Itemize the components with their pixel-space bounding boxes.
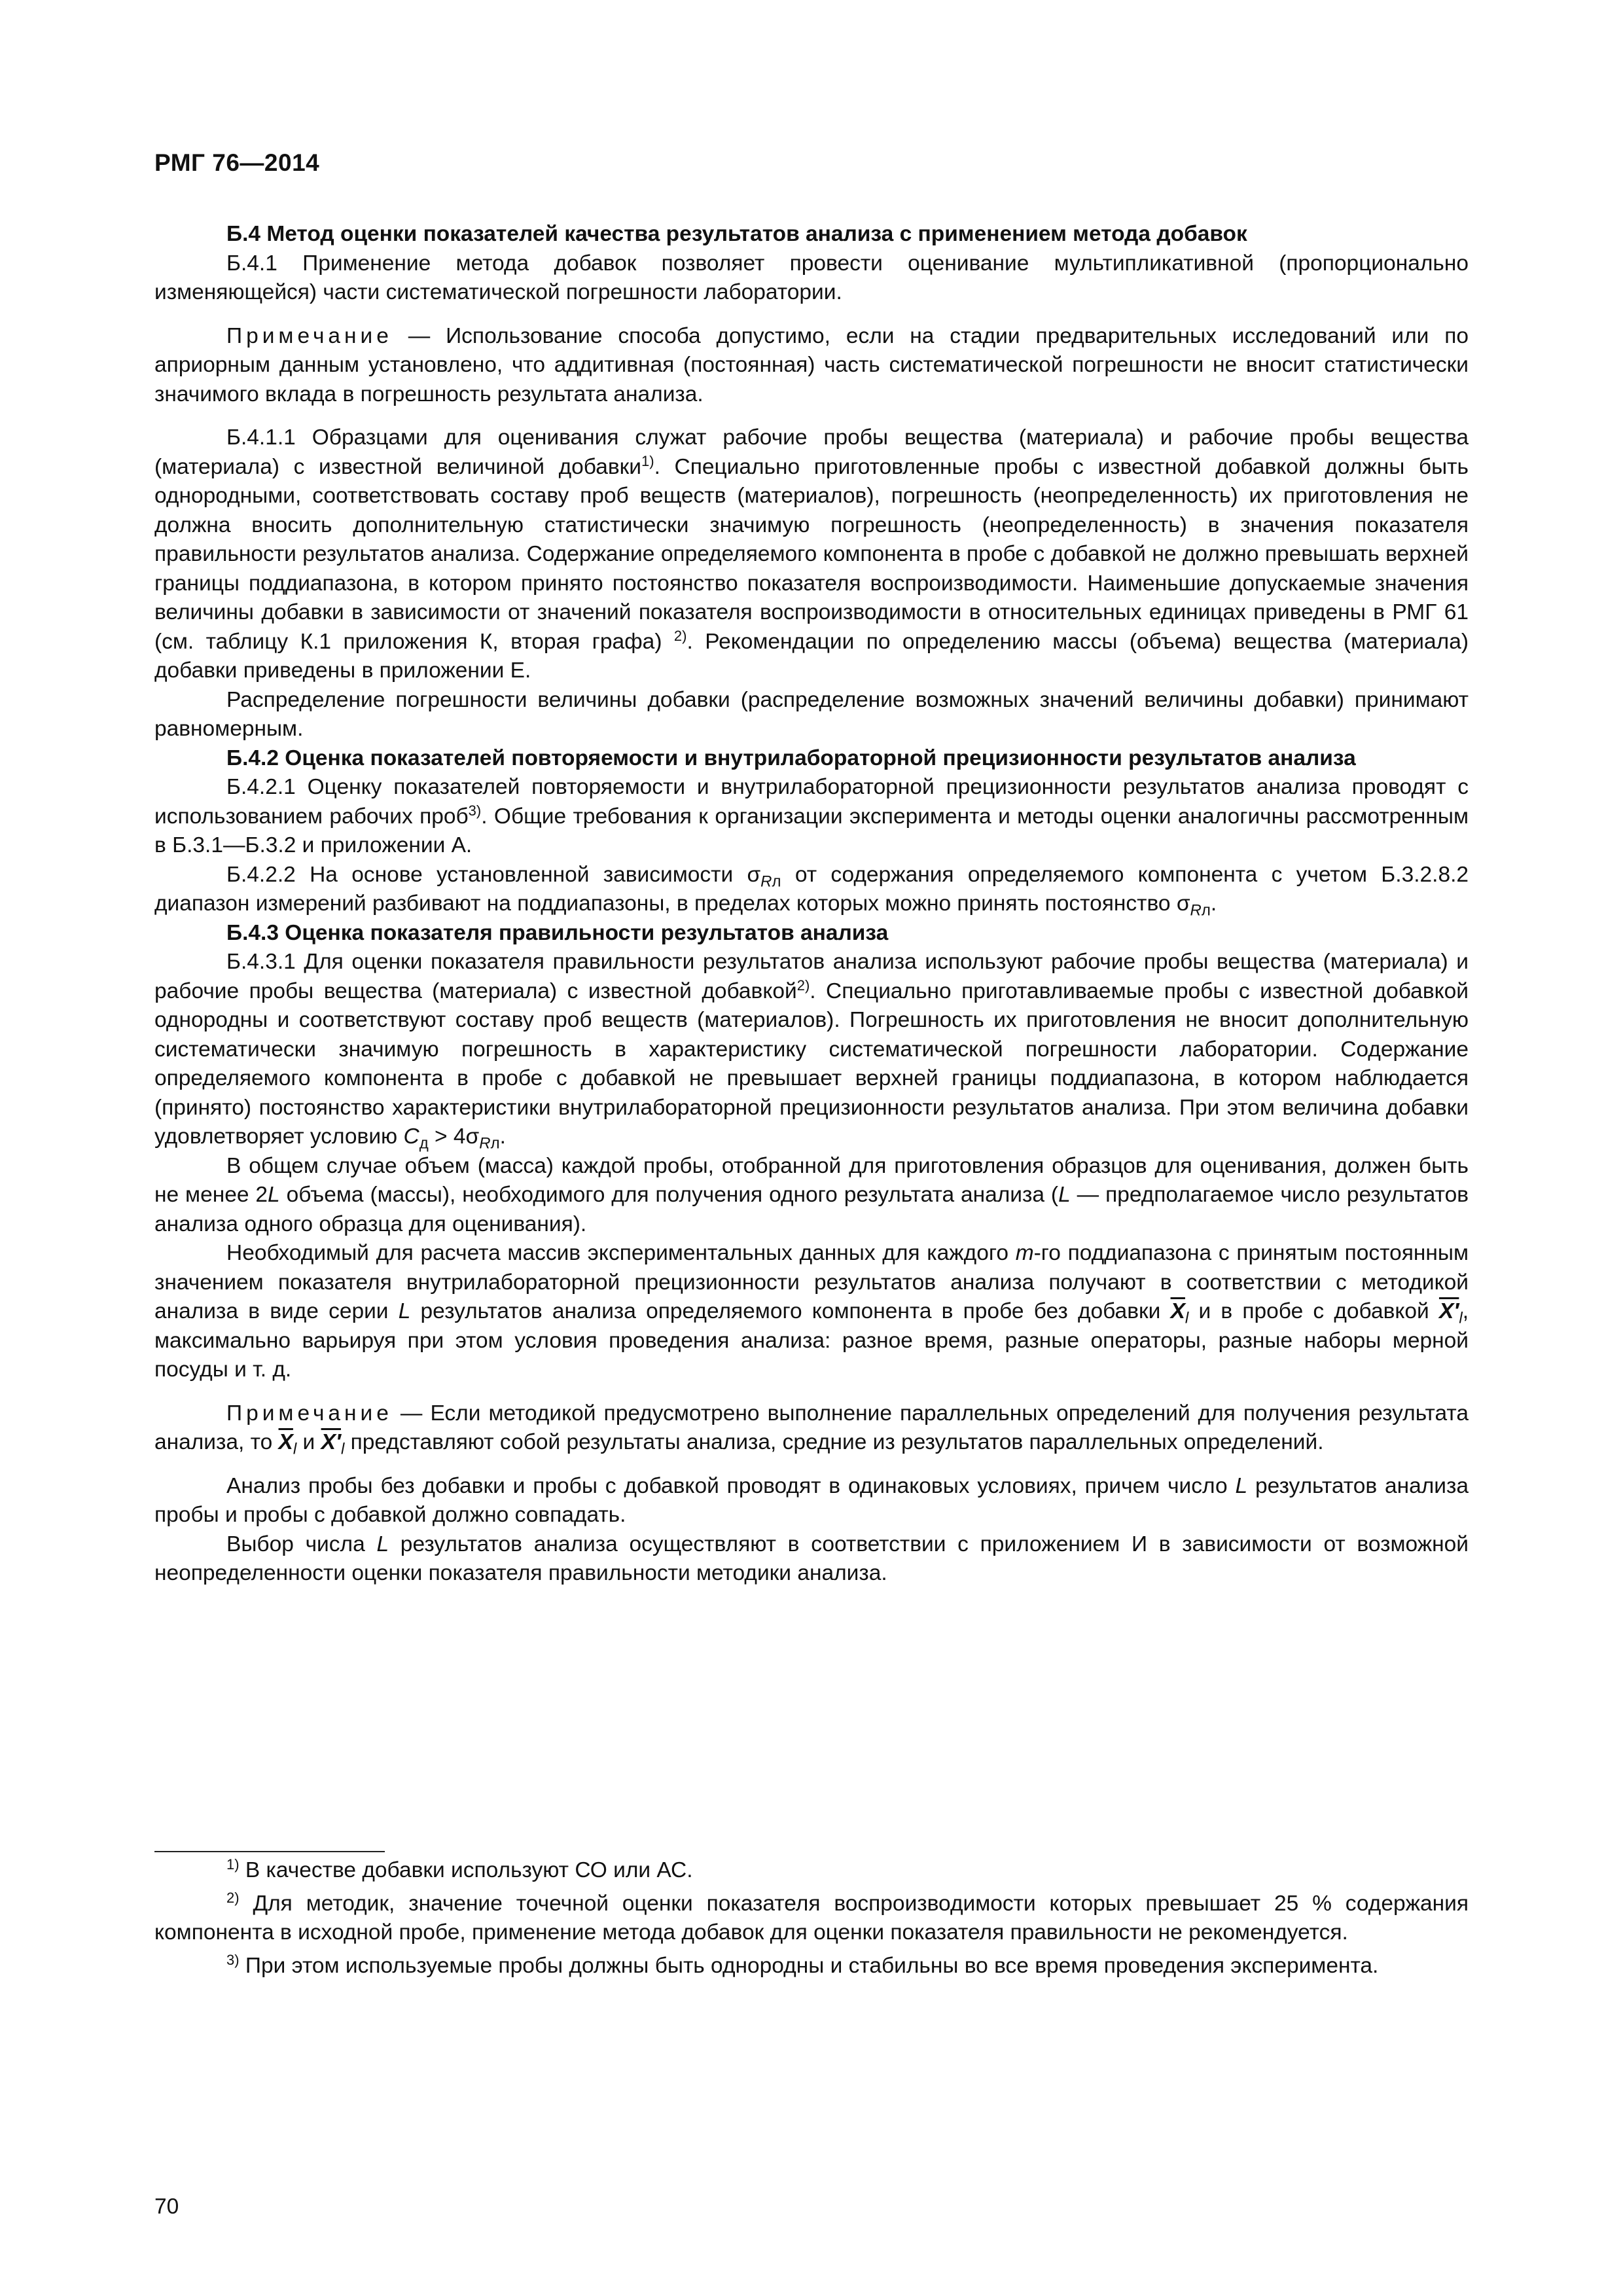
sigma-symbol: σ <box>465 1124 480 1149</box>
l-symbol: L <box>376 1532 389 1556</box>
text-run: результатов анализа пробы и пробы с добавкой должно совпадать. <box>154 1473 1469 1527</box>
footnote-ref-3: 3) <box>468 802 482 819</box>
note-label: Примечание <box>226 323 393 348</box>
m-symbol: m <box>1015 1241 1034 1265</box>
l-index-subscript: l <box>293 1440 297 1458</box>
l-index-subscript: l <box>1459 1309 1463 1327</box>
text-run: В общем случае объем (масса) каждой пробы, отобранной для приготовления образцов для оценивания, должен быть не менее 2 <box>154 1153 1469 1207</box>
section-b43-title: Б.4.3 Оценка показателя правильности результатов анализа <box>226 920 889 945</box>
paragraph-general-case <box>154 1152 1469 1240</box>
l-subscript: л <box>1201 901 1211 920</box>
x-bar-symbol: $\overline{X}$ <box>1170 1299 1185 1323</box>
section-b42-title: Б.4.2 Оценка показателей повторяемости и внутрилабораторной прецизионности результатов анализа <box>226 745 1356 770</box>
r-symbol: R <box>760 872 772 891</box>
text-run: . <box>499 1124 506 1149</box>
paragraph-required-data <box>154 1239 1469 1385</box>
text-run: Выбор числа <box>226 1532 377 1556</box>
text-run: представляют собой результаты анализа, средние из результатов параллельных определений. <box>344 1430 1324 1454</box>
note-2 <box>154 1399 1469 1458</box>
document-code-header: РМГ 76—2014 <box>154 149 320 176</box>
text-run: от содержания определяемого компонента с учетом Б.3.2.8.2 диапазон измерений разбивают на поддиапазоны, в пределах которых можно принять постоянство <box>154 862 1469 916</box>
footnote-mark: 3) <box>226 1951 240 1968</box>
footnote-text: В качестве добавки используют СО или АС. <box>239 1858 693 1882</box>
main-text <box>154 220 1469 1588</box>
footnote-ref-2: 2) <box>796 977 810 994</box>
text-run: . <box>1210 891 1217 916</box>
paragraph-b4-2-1 <box>154 773 1469 861</box>
text-run: Б.4.1.1 Образцами для оценивания служат рабочие пробы вещества (материала) и рабочие пробы вещества (материала) с известной величиной добавки <box>154 425 1469 479</box>
text-run: результатов анализа осуществляют в соответствии с приложением И в зависимости от возможной неопределенности оценки показателя правильности методики анализа. <box>154 1532 1469 1585</box>
text-run: Б.4.2.2 На основе установленной зависимости <box>226 862 747 887</box>
text-run: -го поддиапазона с принятым постоянным значением показателя внутрилабораторной прецизионности результатов анализа получают в соответствии с методикой анализа в виде серии <box>154 1241 1469 1323</box>
text-run: и в пробе с добавкой <box>1188 1299 1439 1323</box>
footnote-1 <box>154 1856 1469 1886</box>
x-prime-bar-symbol: X′ <box>1438 1299 1459 1323</box>
note-1 <box>154 322 1469 410</box>
l-subscript: л <box>772 872 781 891</box>
footnote-ref-1: 1) <box>641 452 654 469</box>
footnote-mark: 2) <box>226 1889 240 1906</box>
footnote-ref-2: 2) <box>673 627 687 644</box>
l-symbol: L <box>398 1299 411 1323</box>
l-symbol: L <box>1058 1183 1071 1207</box>
l-subscript: л <box>490 1134 500 1153</box>
paragraph-analysis-conditions <box>154 1472 1469 1530</box>
text-run: > 4 <box>428 1124 466 1149</box>
sigma-symbol: σ <box>1176 891 1190 916</box>
paragraph-choice-of-l <box>154 1530 1469 1588</box>
paragraph-b4-1-1 <box>154 423 1469 686</box>
text-run: , максимально варьируя при этом условия проведения анализа: разное время, разные операторы, разные наборы мерной посуды и т. д. <box>154 1299 1469 1382</box>
text-run: . Специально приготовленные пробы с известной добавкой должны быть однородными, соответствовать составу проб веществ (материалов), погрешность (неопределенность) их приготовления не должна вносить дополнительную статистически значимую погрешность (неопределенность) в значения показателя правильности результатов анализа. Содержание определяемого компонента в пробе с добавкой не должно превышать верхней границы поддиапазона, в котором принято постоянство показателя воспроизводимости. Наименьшие допускаемые значения величины добавки в зависимости от значений показателя воспроизводимости в относительных единицах приведены в РМГ 61 (см. таблицу К.1 приложения К, вторая графа) <box>154 454 1469 654</box>
text-run: — предполагаемое число результатов анализа одного образца для оценивания). <box>154 1183 1469 1236</box>
section-b4-title: Б.4 Метод оценки показателей качества результатов анализа с применением метода добавок <box>226 222 1247 246</box>
d-subscript: д <box>419 1134 429 1153</box>
l-index-subscript: l <box>1185 1309 1189 1327</box>
footnote-divider <box>154 1851 385 1852</box>
note-label: Примечание <box>226 1401 393 1426</box>
l-index-subscript: l <box>340 1440 345 1458</box>
paragraph-b4-3-1 <box>154 948 1469 1152</box>
footnote-2 <box>154 1890 1469 1948</box>
text-run: . Рекомендации по определению массы (объема) вещества (материала) добавки приведены в приложении Е. <box>154 629 1469 683</box>
x-prime-bar-symbol: X′ <box>321 1430 341 1454</box>
r-symbol: R <box>1190 901 1202 920</box>
text-run: Необходимый для расчета массив экспериментальных данных для каждого <box>226 1241 1016 1265</box>
footnotes <box>154 1856 1469 1984</box>
footnote-text: Для методик, значение точечной оценки показателя воспроизводимости которых превышает 25 % содержания компонента в исходной пробе, применение метода добавок для оценки показателя правильности не рекомендуется. <box>154 1891 1469 1945</box>
footnote-mark: 1) <box>226 1856 240 1873</box>
text-run: результатов анализа определяемого компонента в пробе без добавки <box>410 1299 1171 1323</box>
text-run: Б.4.2.1 Оценку показателей повторяемости и внутрилабораторной прецизионности результатов анализа проводят с использованием рабочих проб <box>154 775 1469 829</box>
text-run: — Если методикой предусмотрено выполнение параллельных определений для получения результата анализа, то <box>154 1401 1469 1454</box>
text-run: . Общие требования к организации эксперимента и методы оценки аналогичны рассмотренным в Б.3.1—Б.3.2 и приложении А. <box>154 804 1469 857</box>
paragraph-b4-1: Б.4.1 Применение метода добавок позволяет провести оценивание мультипликативной (пропорционально изменяющейся) части систематической погрешности лаборатории. <box>154 251 1469 304</box>
note-text: — Использование способа допустимо, если на стадии предварительных исследований или по априорным данным установлено, что аддитивная (постоянная) часть систематической погрешности не вносит статистически значимого вклада в погрешность результата анализа. <box>154 323 1469 406</box>
l-symbol: L <box>268 1183 280 1207</box>
sigma-symbol: σ <box>747 862 761 887</box>
paragraph-b4-2-2 <box>154 861 1469 919</box>
footnote-text: При этом используемые пробы должны быть однородны и стабильны во все время проведения эксперимента. <box>239 1953 1379 1978</box>
footnote-3 <box>154 1952 1469 1981</box>
c-symbol: C <box>403 1124 419 1149</box>
paragraph-distribution: Распределение погрешности величины добавки (распределение возможных значений величины добавки) принимают равномерным. <box>154 687 1469 741</box>
r-symbol: R <box>479 1134 491 1153</box>
x-bar-symbol: $\overline{X}$ <box>278 1430 293 1454</box>
text-run: . Специально приготавливаемые пробы с известной добавкой однородны и соответствуют составу проб веществ (материалов). Погрешность их приготовления не вносит дополнительную систематически значимую погрешность в характеристику систематической погрешности лаборатории. Содержание определяемого компонента в пробе с добавкой не превышает верхней границы поддиапазона, в котором наблюдается (принято) постоянство характеристики внутрилабораторной прецизионности результатов анализа. При этом величина добавки удовлетворяет условию <box>154 978 1469 1149</box>
l-symbol: L <box>1235 1473 1248 1498</box>
text-run: Б.4.3.1 Для оценки показателя правильности результатов анализа используют рабочие пробы вещества (материала) и рабочие пробы вещества (материала) с известной добавкой <box>154 950 1469 1003</box>
text-run: Анализ пробы без добавки и пробы с добавкой проводят в одинаковых условиях, причем число <box>226 1473 1236 1498</box>
page-number: 70 <box>154 2195 179 2219</box>
text-run: и <box>296 1430 321 1454</box>
text-run: объема (массы), необходимого для получения одного результата анализа ( <box>279 1183 1059 1207</box>
